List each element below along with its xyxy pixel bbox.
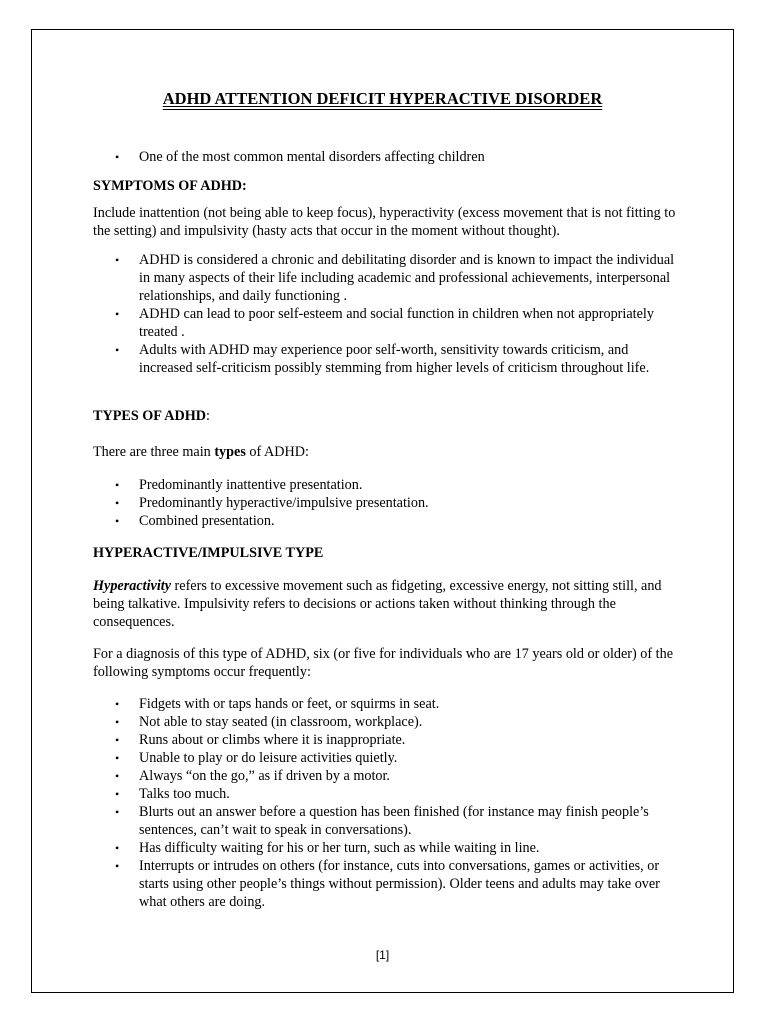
list-item: • Predominantly hyperactive/impulsive presentation. <box>93 494 683 512</box>
list-item: • Always “on the go,” as if driven by a motor. <box>93 767 683 785</box>
list-item: • Unable to play or do leisure activities quietly. <box>93 749 683 767</box>
document-page <box>31 29 734 993</box>
types-intro-post: of ADHD: <box>245 444 309 460</box>
symptoms-paragraph: Include inattention (not being able to keep focus), hyperactivity (excess movement that is not fitting to the setting) and impulsivity (hasty acts that occur in the moment without thought). <box>93 205 676 239</box>
hyperactive-paragraph-rest: refers to excessive movement such as fidgeting, excessive energy, not sitting still, and being talkative. Impulsivity refers to decisions or actions taken without thinking through the consequences. <box>93 578 662 630</box>
intro-bullet-list <box>93 148 683 166</box>
list-item: • Predominantly inattentive presentation. <box>93 476 683 494</box>
symptoms-heading: SYMPTOMS OF ADHD: <box>93 178 247 194</box>
types-heading-text: TYPES OF ADHD <box>93 408 206 424</box>
hyperactivity-term: Hyperactivity <box>93 578 171 594</box>
types-heading <box>93 407 210 425</box>
types-intro-bold: types <box>214 444 246 460</box>
list-item: • ADHD is considered a chronic and debilitating disorder and is known to impact the individual in many aspects of their life including academic and professional achievements, interpersonal relationships, and daily functioning . <box>93 251 683 305</box>
list-item: • Runs about or climbs where it is inappropriate. <box>93 731 683 749</box>
list-item: • Blurts out an answer before a question has been finished (for instance may finish people’s sentences, can’t wait to speak in conversations). <box>93 803 683 839</box>
symptom-criteria-list <box>93 695 683 911</box>
page-number: [1] <box>375 948 390 962</box>
list-item: • Interrupts or intrudes on others (for instance, cuts into conversations, games or activities, or starts using other people’s things without permission). Older teens and adults may take over what others are doing. <box>93 857 683 911</box>
types-intro <box>93 443 683 461</box>
list-item: • One of the most common mental disorders affecting children <box>93 148 683 166</box>
types-intro-pre: There are three main <box>93 444 215 460</box>
hyperactive-heading: HYPERACTIVE/IMPULSIVE TYPE <box>93 545 324 561</box>
types-heading-colon: : <box>206 408 210 424</box>
diagnosis-paragraph: For a diagnosis of this type of ADHD, six (or five for individuals who are 17 years old or older) of the following symptoms occur frequently: <box>93 646 673 680</box>
hyperactive-paragraph <box>93 577 683 631</box>
list-item: • Adults with ADHD may experience poor self-worth, sensitivity towards criticism, and increased self-criticism possibly stemming from higher levels of criticism throughout life. <box>93 341 683 377</box>
list-item: • Not able to stay seated (in classroom, workplace). <box>93 713 683 731</box>
list-item: • Combined presentation. <box>93 512 683 530</box>
list-item: • Fidgets with or taps hands or feet, or squirms in seat. <box>93 695 683 713</box>
list-item: • Talks too much. <box>93 785 683 803</box>
list-item: • Has difficulty waiting for his or her turn, such as while waiting in line. <box>93 839 683 857</box>
list-item: • ADHD can lead to poor self-esteem and social function in children when not appropriately treated . <box>93 305 683 341</box>
types-bullet-list <box>93 476 683 530</box>
symptoms-bullet-list <box>93 251 683 377</box>
document-title: ADHD ATTENTION DEFICIT HYPERACTIVE DISORDER <box>162 89 603 108</box>
